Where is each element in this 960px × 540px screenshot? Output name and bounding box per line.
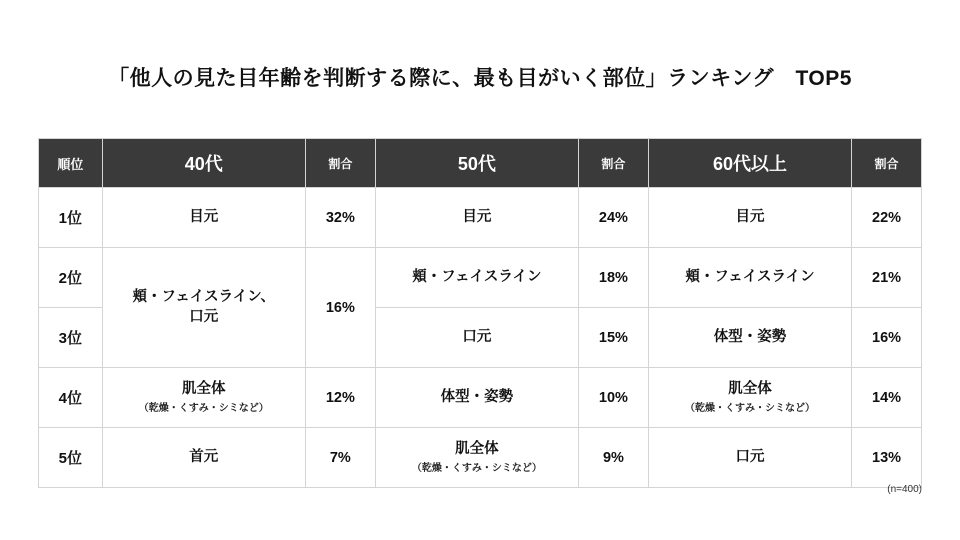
ranking-table bbox=[38, 138, 922, 488]
sample-size-note: (n=400) bbox=[887, 484, 922, 495]
cell-50s-rank2-item: 頬・フェイスライン bbox=[375, 248, 578, 308]
header-pct-60s: 割合 bbox=[852, 139, 922, 188]
ranking-table-container bbox=[38, 138, 922, 488]
cell-50s-rank5-main: 肌全体 bbox=[455, 440, 499, 457]
cell-50s-rank4-pct: 10% bbox=[579, 368, 649, 428]
cell-40s-rank23-line2: 口元 bbox=[189, 308, 219, 325]
cell-40s-rank4-main: 肌全体 bbox=[182, 380, 226, 397]
cell-50s-rank5-pct: 9% bbox=[579, 428, 649, 488]
cell-50s-rank1-pct: 24% bbox=[579, 188, 649, 248]
table-row bbox=[39, 248, 922, 308]
cell-60s-rank1-pct: 22% bbox=[852, 188, 922, 248]
header-pct-50s: 割合 bbox=[579, 139, 649, 188]
cell-60s-rank3-pct: 16% bbox=[852, 308, 922, 368]
cell-60s-rank5-item: 口元 bbox=[648, 428, 851, 488]
table-row bbox=[39, 188, 922, 248]
table-row bbox=[39, 428, 922, 488]
table-header-row bbox=[39, 139, 922, 188]
cell-50s-rank3-pct: 15% bbox=[579, 308, 649, 368]
cell-60s-rank4-main: 肌全体 bbox=[728, 380, 772, 397]
cell-50s-rank3-item: 口元 bbox=[375, 308, 578, 368]
table-row bbox=[39, 368, 922, 428]
table-header bbox=[39, 139, 922, 188]
cell-60s-rank4-item bbox=[648, 368, 851, 428]
rank-label-3: 3位 bbox=[39, 308, 103, 368]
header-group-40s: 40代 bbox=[102, 139, 305, 188]
cell-40s-rank1-item: 目元 bbox=[102, 188, 305, 248]
cell-60s-rank2-pct: 21% bbox=[852, 248, 922, 308]
cell-50s-rank1-item: 目元 bbox=[375, 188, 578, 248]
header-group-50s: 50代 bbox=[375, 139, 578, 188]
cell-60s-rank4-sub: （乾燥・くすみ・シミなど） bbox=[684, 402, 815, 414]
cell-40s-rank5-item: 首元 bbox=[102, 428, 305, 488]
rank-label-1: 1位 bbox=[39, 188, 103, 248]
cell-40s-rank4-pct: 12% bbox=[305, 368, 375, 428]
cell-60s-rank4-pct: 14% bbox=[852, 368, 922, 428]
cell-50s-rank5-item bbox=[375, 428, 578, 488]
header-rank: 順位 bbox=[39, 139, 103, 188]
cell-40s-rank4-sub: （乾燥・くすみ・シミなど） bbox=[138, 402, 269, 414]
cell-40s-rank1-pct: 32% bbox=[305, 188, 375, 248]
cell-60s-rank5-pct: 13% bbox=[852, 428, 922, 488]
cell-60s-rank2-item: 頬・フェイスライン bbox=[648, 248, 851, 308]
page-title: 「他人の見た目年齢を判断する際に、最も目がいく部位」ランキング TOP5 bbox=[108, 67, 852, 90]
header-group-60s: 60代以上 bbox=[648, 139, 851, 188]
cell-40s-rank23-pct: 16% bbox=[305, 248, 375, 368]
cell-40s-rank4-item bbox=[102, 368, 305, 428]
cell-50s-rank5-sub: （乾燥・くすみ・シミなど） bbox=[411, 462, 542, 474]
cell-40s-rank23-line1: 頬・フェイスライン、 bbox=[132, 288, 276, 305]
rank-label-2: 2位 bbox=[39, 248, 103, 308]
rank-label-4: 4位 bbox=[39, 368, 103, 428]
cell-50s-rank4-item: 体型・姿勢 bbox=[375, 368, 578, 428]
cell-60s-rank1-item: 目元 bbox=[648, 188, 851, 248]
rank-label-5: 5位 bbox=[39, 428, 103, 488]
table-body bbox=[39, 188, 922, 488]
cell-40s-rank23-item bbox=[102, 248, 305, 368]
cell-50s-rank2-pct: 18% bbox=[579, 248, 649, 308]
cell-40s-rank5-pct: 7% bbox=[305, 428, 375, 488]
header-pct-40s: 割合 bbox=[305, 139, 375, 188]
cell-60s-rank3-item: 体型・姿勢 bbox=[648, 308, 851, 368]
